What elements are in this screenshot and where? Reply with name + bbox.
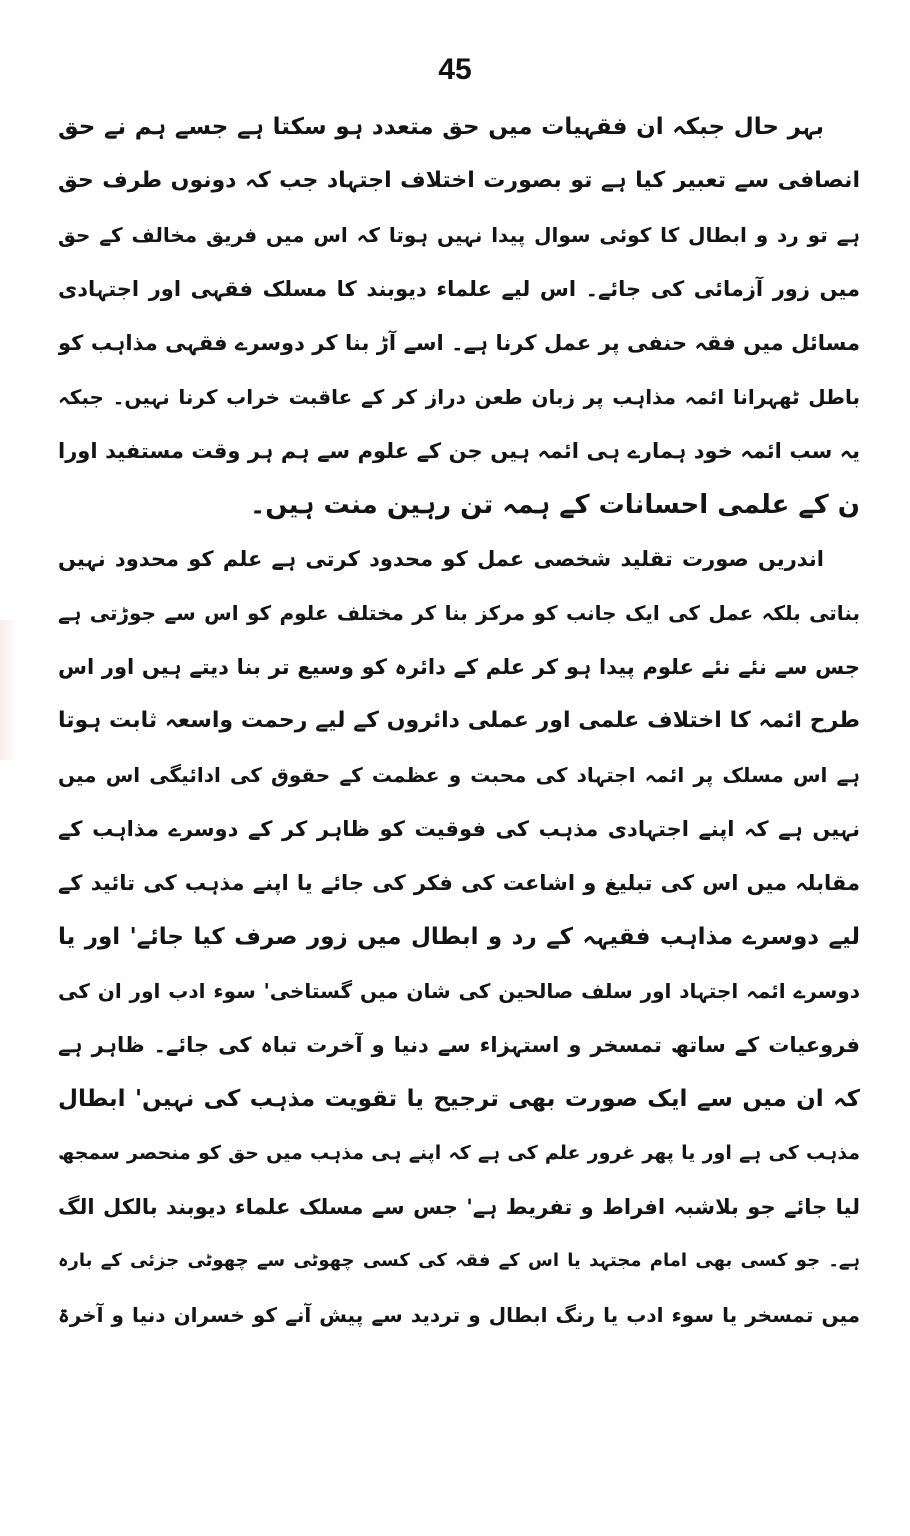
- text-line: طرح ائمہ کا اختلاف علمی اور عملی دائروں کے لیے رحمت واسعہ ثابت ہوتا: [58, 708, 860, 733]
- text-line: لیا جائے جو بلاشبہ افراط و تفریط ہے' جس سے مسلک علماء دیوبند بالکل الگ: [58, 1195, 860, 1219]
- text-line: بناتی بلکہ عمل کی ایک جانب کو مرکز بنا کر مختلف علوم کو اس سے جوڑتی ہے: [58, 601, 860, 625]
- text-line: ن کے علمی احسانات کے ہمہ تن رہین منت ہیں۔: [250, 490, 860, 520]
- text-line: کہ ان میں سے ایک صورت بھی ترجیح یا تقویت مذہب کی نہیں' ابطال: [58, 1086, 860, 1112]
- text-line: میں تمسخر یا سوء ادب یا رنگ ابطال و تردید سے پیش آنے کو خسران دنیا و آخرۃ: [58, 1303, 860, 1327]
- text-line: انصافی سے تعبیر کیا ہے تو بصورت اختلاف اجتہاد جب کہ دونوں طرف حق: [58, 168, 860, 193]
- text-line: اندریں صورت تقلید شخصی عمل کو محدود کرتی ہے علم کو محدود نہیں: [58, 547, 824, 571]
- body-text: [58, 100, 860, 1342]
- text-line: دوسرے ائمہ اجتہاد اور سلف صالحین کی شان میں گستاخی' سوء ادب اور ان کی: [58, 979, 860, 1003]
- text-line: نہیں ہے کہ اپنے اجتہادی مذہب کی فوقیت کو ظاہر کر کے دوسرے مذاہب کے: [58, 817, 860, 841]
- text-line: یہ سب ائمہ خود ہمارے ہی ائمہ ہیں جن کے علوم سے ہم ہر وقت مستفید اورا: [58, 439, 860, 463]
- text-line: مذہب کی ہے اور یا پھر غرور علم کی ہے کہ اپنے ہی مذہب میں حق کو منحصر سمجھ: [58, 1142, 860, 1164]
- page-number: 45: [438, 53, 472, 86]
- text-line: بہر حال جبکہ ان فقہیات میں حق متعدد ہو سکتا ہے جسے ہم نے حق: [58, 114, 824, 140]
- text-line: ہے اس مسلک پر ائمہ اجتہاد کی محبت و عظمت کے حقوق کی ادائیگی اس میں: [58, 763, 860, 787]
- text-line: ہے تو رد و ابطال کا کوئی سوال پیدا نہیں ہوتا کہ اس میں فریق مخالف کے حق: [58, 223, 860, 247]
- text-line: لیے دوسرے مذاہب فقیہہ کے رد و ابطال میں زور صرف کیا جائے' اور یا: [58, 924, 860, 950]
- text-line: جس سے نئے نئے علوم پیدا ہو کر علم کے دائرہ کو وسیع تر بنا دیتے ہیں اور اس: [58, 655, 860, 679]
- text-line: ہے۔ جو کسی بھی امام مجتہد یا اس کے فقہ کی کسی چھوٹی سے چھوٹی جزئی کے بارہ: [58, 1250, 860, 1271]
- text-line: میں زور آزمائی کی جائے۔ اس لیے علماء دیوبند کا مسلک فقہی اور اجتہادی: [58, 277, 860, 301]
- text-line: مقابلہ میں اس کی تبلیغ و اشاعت کی فکر کی جائے یا اپنے مذہب کی تائید کے: [58, 871, 860, 895]
- text-line: فروعیات کے ساتھ تمسخر و استہزاء سے دنیا و آخرت تباہ کی جائے۔ ظاہر ہے: [58, 1033, 860, 1057]
- page-edge-shadow: [0, 620, 18, 760]
- text-line: مسائل میں فقہ حنفی پر عمل کرنا ہے۔ اسے آڑ بنا کر دوسرے فقہی مذاہب کو: [58, 331, 860, 355]
- text-line: باطل ٹھہرانا ائمہ مذاہب پر زبان طعن دراز کر کے عاقبت خراب کرنا نہیں۔ جبکہ: [58, 385, 860, 409]
